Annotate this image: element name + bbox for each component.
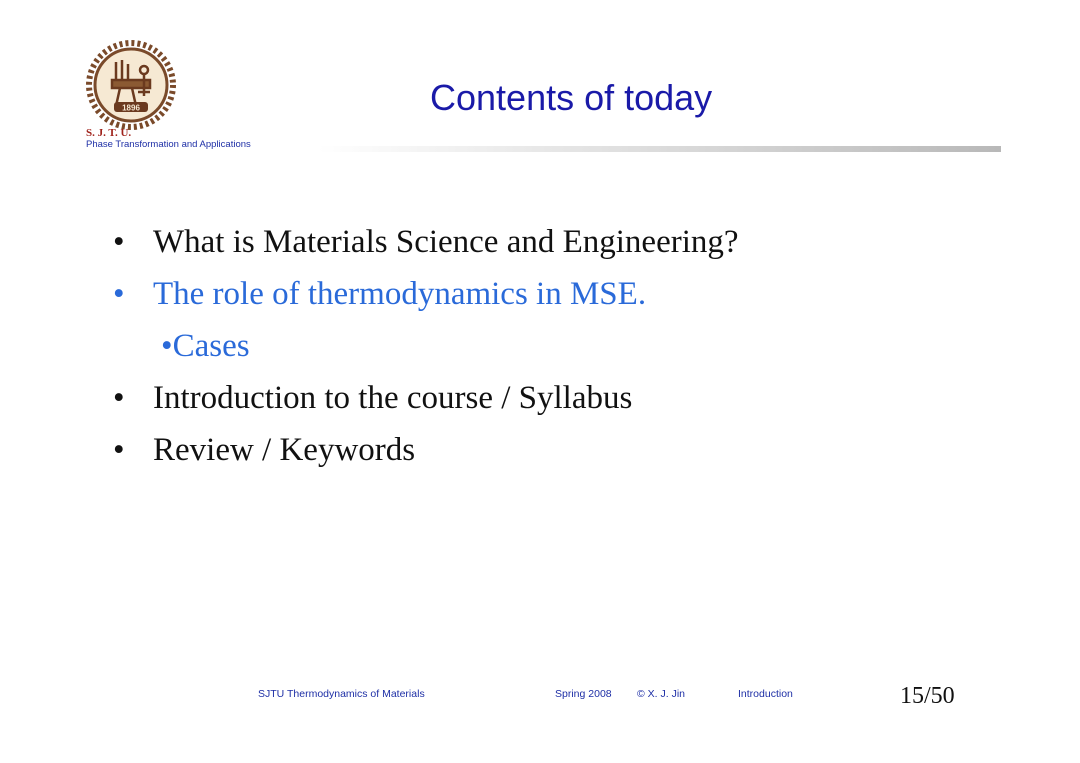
bullet-item-syllabus [113, 372, 739, 424]
footer-course: SJTU Thermodynamics of Materials [258, 688, 425, 700]
seal-year-text: 1896 [122, 103, 140, 113]
bullet-text: Introduction to the course / Syllabus [153, 380, 633, 416]
footer-author: © X. J. Jin [637, 688, 685, 700]
footer-term: Spring 2008 [555, 688, 612, 700]
footer-section: Introduction [738, 688, 793, 700]
slide-title: Contents of today [430, 77, 713, 118]
bullet-marker: • [113, 380, 125, 416]
bullet-text: The role of thermodynamics in MSE. [153, 276, 647, 312]
bullet-item-review [113, 424, 739, 476]
bullet-marker: • [113, 224, 125, 260]
bullet-item-mse [113, 216, 739, 268]
page-number: 15/50 [900, 683, 955, 709]
bullet-list [113, 216, 739, 476]
bullet-marker: • [161, 328, 173, 364]
course-subtitle: Phase Transformation and Applications [86, 139, 251, 150]
bullet-item-thermodynamics-role [113, 268, 739, 320]
bullet-text: What is Materials Science and Engineering? [153, 224, 739, 260]
bullet-marker: • [113, 432, 125, 468]
bullet-text: Cases [172, 328, 250, 364]
bullet-text: Review / Keywords [153, 432, 416, 468]
header-divider [318, 146, 1001, 152]
sjtu-seal-logo [86, 40, 176, 130]
school-abbreviation: S. J. T. U. [86, 127, 132, 139]
bullet-marker: • [113, 276, 125, 312]
bullet-item-cases [113, 320, 739, 372]
